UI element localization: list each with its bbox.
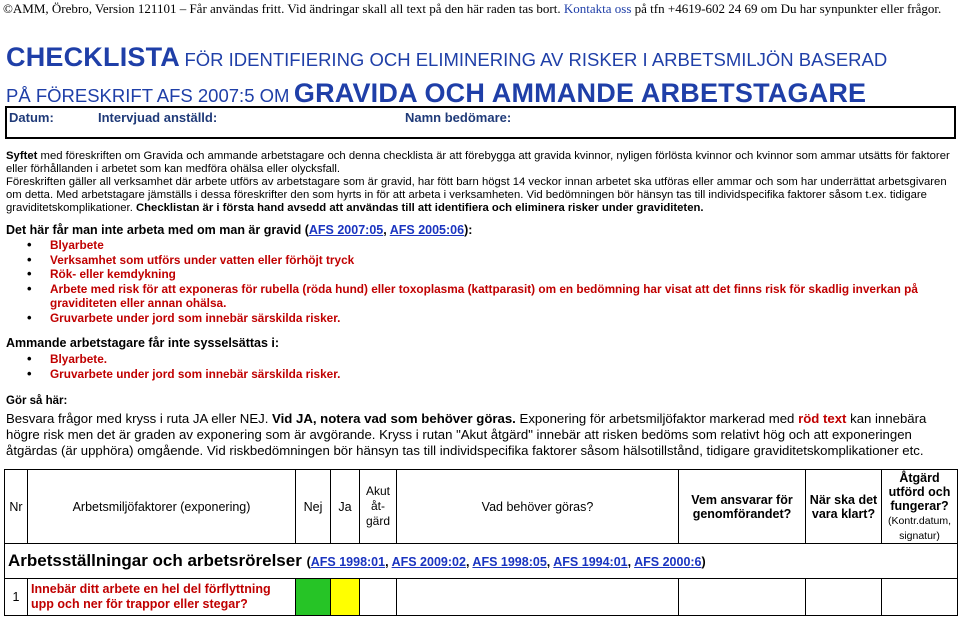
afs-2005-06-link[interactable]: AFS 2005:06 (389, 223, 465, 237)
section-row (5, 544, 958, 579)
section-cell (5, 544, 958, 579)
section-title: Arbetsställningar och arbetsrörelser (8, 551, 302, 570)
afs-1998-01-link[interactable]: AFS 1998:01 (310, 555, 386, 569)
checklist-table (4, 469, 958, 616)
row-question: Innebär ditt arbete en hel del förflyttning upp och ner för trappor eller stegar? (28, 579, 296, 616)
instr-2: Vid JA, notera vad som behöver göras. (272, 411, 516, 426)
list-item: • Blyarbete (0, 238, 930, 253)
col-vem: Vem ansvarar för genomförandet? (679, 470, 806, 544)
syftet-paragraph (6, 150, 952, 176)
list-item: • Gruvarbete under jord som innebär särskilda risker. (0, 367, 930, 382)
afs-1994-01-link[interactable]: AFS 1994:01 (553, 555, 628, 569)
col-vad: Vad behöver göras? (397, 470, 679, 544)
vem-field[interactable] (679, 579, 806, 616)
instr-4: kan innebära högre risk men det är graden av exponering som är avgörande. Kryss i rutan "Akut åtgärd" innebär att risken bedöms som relativt hög och att exponeringen åtgärdas (är upphöra) omgående. Vid riskbedömningen bör hänsyn tas till individspecifika faktorer såsom hälsotillstånd, tidigare graviditetskomplikationer etc. (6, 411, 927, 458)
scope-paragraph (6, 176, 952, 215)
col-atgard (882, 470, 958, 544)
instr-red-text: röd text (798, 411, 847, 426)
gor-sa-har-heading: Gör så här: (6, 395, 68, 407)
atgard-field[interactable] (882, 579, 958, 616)
list-item: • Arbete med risk för att exponeras för rubella (röda hund) eller toxoplasma (kattparasit) om en bedömning har visat att det finns risk för skadlig inverkan på graviditeten eller annan ohälsa. (0, 282, 930, 311)
scope-bold: Checklistan är i första hand avsedd att användas till att identifiera och eliminera risker under graviditeten. (135, 202, 704, 214)
instructions-paragraph (6, 411, 954, 459)
col-nr: Nr (5, 470, 28, 544)
section-open: ( (306, 555, 311, 569)
title-big-2: GRAVIDA OCH AMMANDE ARBETSTAGARE (293, 78, 867, 108)
list-item: • Rök- eller kemdykning (0, 267, 930, 282)
section-sep: , (627, 555, 635, 569)
col-faktor: Arbetsmiljöfaktorer (exponering) (28, 470, 296, 544)
namn-bedomare-label: Namn bedömare: (405, 110, 512, 125)
section-sep: , (465, 555, 473, 569)
copyright-line (3, 1, 941, 17)
copyright-text: ©AMM, Örebro, Version 121101 – Får användas fritt. Vid ändringar skall all text på den här raden tas bort. (3, 1, 561, 16)
afs-2009-02-link[interactable]: AFS 2009:02 (391, 555, 466, 569)
instr-3: Exponering för arbetsmiljöfaktor markerad med (519, 411, 795, 426)
col-atgard-sub: (Kontr.datum, signatur) (887, 514, 952, 542)
nej-checkbox[interactable] (296, 579, 331, 616)
ja-checkbox[interactable] (331, 579, 360, 616)
syftet-label: Syftet (6, 150, 38, 162)
list-item: • Blyarbete. (0, 352, 930, 367)
intervjuad-label: Intervjuad anställd: (98, 110, 218, 125)
gravid-heading-text: Det här får man inte arbeta med om man är gravid ( (6, 223, 309, 237)
section-close: ) (701, 555, 706, 569)
section-sep: , (385, 555, 392, 569)
ammande-heading: Ammande arbetstagare får inte sysselsättas i: (6, 336, 280, 350)
title-rest-1: FÖR IDENTIFIERING OCH ELIMINERING AV RISKER I ARBETSMILJÖN BASERAD (184, 49, 888, 70)
col-nej: Nej (296, 470, 331, 544)
col-nar: När ska det vara klart? (806, 470, 882, 544)
gravid-sep: , (383, 223, 390, 237)
gravid-heading (6, 223, 472, 237)
afs-2007-05-link[interactable]: AFS 2007:05 (308, 223, 384, 237)
gravid-list (0, 238, 930, 325)
contact-link[interactable]: Kontakta oss (563, 1, 632, 16)
list-item: • Verksamhet som utförs under vatten eller förhöjt tryck (0, 253, 930, 268)
syftet-text: med föreskriften om Gravida och ammande arbetstagare och denna checklista är att förebygga att gravida kvinnor, nyligen förlösta kvinnor och kvinnor som ammar utsätts för faktorer eller förhållanden i arbetet som kan medföra ohälsa eller olycksfall. (6, 150, 950, 175)
row-nr: 1 (5, 579, 28, 616)
intro-text (6, 150, 952, 215)
col-atgard-title: Åtgärd utförd och fungerar? (888, 470, 951, 513)
copyright-suffix: på tfn +4619-602 24 69 om Du har synpunkter eller frågor. (634, 1, 942, 16)
page-title-line-1 (6, 42, 887, 73)
vad-field[interactable] (397, 579, 679, 616)
scope-text: Föreskriften gäller all verksamhet där arbete utförs av arbetstagare som är gravid, har fött barn högst 14 veckor innan arbetet ska utföras eller ammar och som har underrättat arbetsgivaren om detta. Med arbetstagare jämställs i dessa föreskrifter den som hyrts in för att arbeta i verksamheten. Vid bedömningen bör hänsyn tas till individspecifika faktorer såsom t.ex. tidigare graviditetskomplikationer. (6, 176, 947, 214)
header-fields-box (5, 106, 956, 139)
afs-1998-05-link[interactable]: AFS 1998:05 (472, 555, 547, 569)
page-title-line-2 (6, 78, 866, 109)
akut-checkbox[interactable] (360, 579, 397, 616)
section-sep: , (546, 555, 554, 569)
col-akut: Akut åt- gärd (360, 470, 397, 544)
table-row (5, 579, 958, 616)
instr-1: Besvara frågor med kryss i ruta JA eller NEJ. (6, 411, 269, 426)
ammande-list (0, 352, 930, 381)
list-item: • Gruvarbete under jord som innebär särskilda risker. (0, 311, 930, 326)
title-checklista: CHECKLISTA (6, 42, 180, 72)
datum-label: Datum: (9, 110, 54, 125)
afs-2000-6-link[interactable]: AFS 2000:6 (634, 555, 702, 569)
title-small-2: PÅ FÖRESKRIFT AFS 2007:5 OM (6, 85, 290, 106)
nar-field[interactable] (806, 579, 882, 616)
table-header-row (5, 470, 958, 544)
col-ja: Ja (331, 470, 360, 544)
gravid-end: ): (464, 223, 473, 237)
